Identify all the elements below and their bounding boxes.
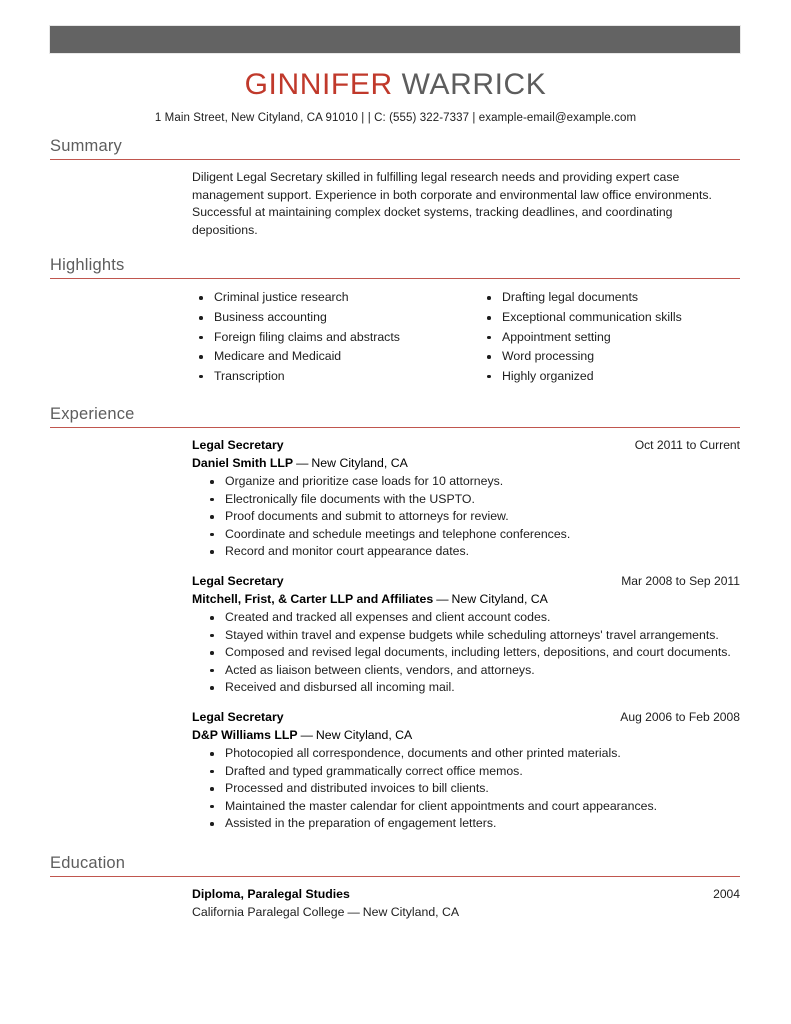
job-company-name: Mitchell, Frist, & Carter LLP and Affiliates: [192, 591, 434, 606]
job-title: Legal Secretary: [192, 574, 284, 589]
resume-content: [0, 136, 791, 921]
job-duty-item: Photocopied all correspondence, documents and other printed materials.: [192, 745, 740, 762]
section-heading-summary: Summary: [50, 136, 740, 160]
job-duty-item: Composed and revised legal documents, including letters, depositions, and court documents.: [192, 644, 740, 661]
job-dates: Oct 2011 to Current: [634, 438, 740, 453]
highlight-item: Business accounting: [192, 308, 466, 328]
summary-text: Diligent Legal Secretary skilled in fulfilling legal research needs and providing expert case management support. Experience in both corporate and environmental law office environments. Successful at maintaining complex docket systems, tracking deadlines, and coordinating depositions.: [192, 170, 712, 237]
job-duty-list: [192, 609, 740, 696]
job-company-name: Daniel Smith LLP: [192, 455, 294, 470]
job-duty-list: [192, 473, 740, 560]
education-entry-list: [192, 886, 740, 921]
job-dates: Aug 2006 to Feb 2008: [620, 710, 740, 725]
job-title: Legal Secretary: [192, 710, 284, 725]
education-header-row: [192, 886, 740, 904]
education-school-line: [192, 904, 740, 922]
highlights-list-right: [480, 288, 740, 386]
section-body-highlights: [192, 279, 740, 386]
candidate-name: [0, 68, 791, 102]
job-location: New Cityland, CA: [451, 591, 548, 606]
contact-info: 1 Main Street, New Cityland, CA 91010 | | C: (555) 322-7337 | example-email@example.com: [154, 112, 637, 124]
separator-dash: —: [300, 727, 313, 742]
section-experience: [0, 404, 791, 832]
highlight-item: Criminal justice research: [192, 288, 466, 308]
job-dates: Mar 2008 to Sep 2011: [621, 574, 740, 589]
last-name: WARRICK: [401, 68, 547, 101]
highlight-item: Foreign filing claims and abstracts: [192, 328, 466, 348]
experience-entry: [192, 437, 740, 560]
highlight-item: Appointment setting: [480, 328, 740, 348]
job-company-name: D&P Williams LLP: [192, 727, 298, 742]
education-location: New Cityland, CA: [362, 904, 460, 919]
section-heading-experience: Experience: [50, 404, 740, 428]
job-duty-item: Drafted and typed grammatically correct office memos.: [192, 763, 740, 780]
job-duty-item: Organize and prioritize case loads for 10 attorneys.: [192, 473, 740, 490]
job-duty-item: Assisted in the preparation of engagement letters.: [192, 815, 740, 832]
experience-entry: [192, 709, 740, 832]
job-header-row: [192, 437, 740, 455]
job-company-line: [192, 455, 740, 473]
job-duty-item: Proof documents and submit to attorneys for review.: [192, 508, 740, 525]
highlights-list-left: [192, 288, 466, 386]
section-summary: [0, 136, 791, 239]
education-year: 2004: [713, 887, 740, 902]
section-highlights: [0, 255, 791, 386]
experience-job-list: [192, 437, 740, 832]
job-location: New Cityland, CA: [315, 727, 413, 742]
job-duty-item: Acted as liaison between clients, vendors, and attorneys.: [192, 662, 740, 679]
section-education: [0, 853, 791, 921]
job-title: Legal Secretary: [192, 438, 284, 453]
highlight-item: Transcription: [192, 367, 466, 387]
job-duty-item: Processed and distributed invoices to bill clients.: [192, 780, 740, 797]
separator-dash: —: [347, 904, 360, 919]
job-duty-item: Received and disbursed all incoming mail.: [192, 679, 740, 696]
education-school-name: California Paralegal College: [192, 904, 345, 919]
section-body-education: [192, 877, 740, 921]
section-heading-highlights: Highlights: [50, 255, 740, 279]
job-duty-item: Coordinate and schedule meetings and telephone conferences.: [192, 526, 740, 543]
job-company-line: [192, 727, 740, 745]
education-entry: [192, 886, 740, 921]
job-header-row: [192, 709, 740, 727]
highlight-item: Exceptional communication skills: [480, 308, 740, 328]
section-heading-education: Education: [50, 853, 740, 877]
highlight-item: Drafting legal documents: [480, 288, 740, 308]
job-location: New Cityland, CA: [311, 455, 408, 470]
job-duty-item: Electronically file documents with the USPTO.: [192, 491, 740, 508]
job-company-line: [192, 591, 740, 609]
section-body-summary: [192, 160, 740, 239]
job-duty-item: Maintained the master calendar for client appointments and court appearances.: [192, 798, 740, 815]
highlights-column-left: [192, 288, 466, 386]
job-duty-list: [192, 745, 740, 832]
first-name: GINNIFER: [244, 68, 393, 101]
highlights-column-right: [466, 288, 740, 386]
highlight-item: Highly organized: [480, 367, 740, 387]
job-duty-item: Created and tracked all expenses and client account codes.: [192, 609, 740, 626]
highlight-item: Medicare and Medicaid: [192, 347, 466, 367]
education-degree: Diploma, Paralegal Studies: [192, 887, 350, 902]
highlights-columns: [192, 288, 740, 386]
header-accent-band: [50, 26, 740, 53]
highlight-item: Word processing: [480, 347, 740, 367]
job-duty-item: Record and monitor court appearance dates.: [192, 543, 740, 560]
section-body-experience: [192, 428, 740, 832]
job-duty-item: Stayed within travel and expense budgets while scheduling attorneys' travel arrangements.: [192, 627, 740, 644]
job-header-row: [192, 573, 740, 591]
separator-dash: —: [296, 455, 309, 470]
separator-dash: —: [436, 591, 449, 606]
experience-entry: [192, 573, 740, 696]
